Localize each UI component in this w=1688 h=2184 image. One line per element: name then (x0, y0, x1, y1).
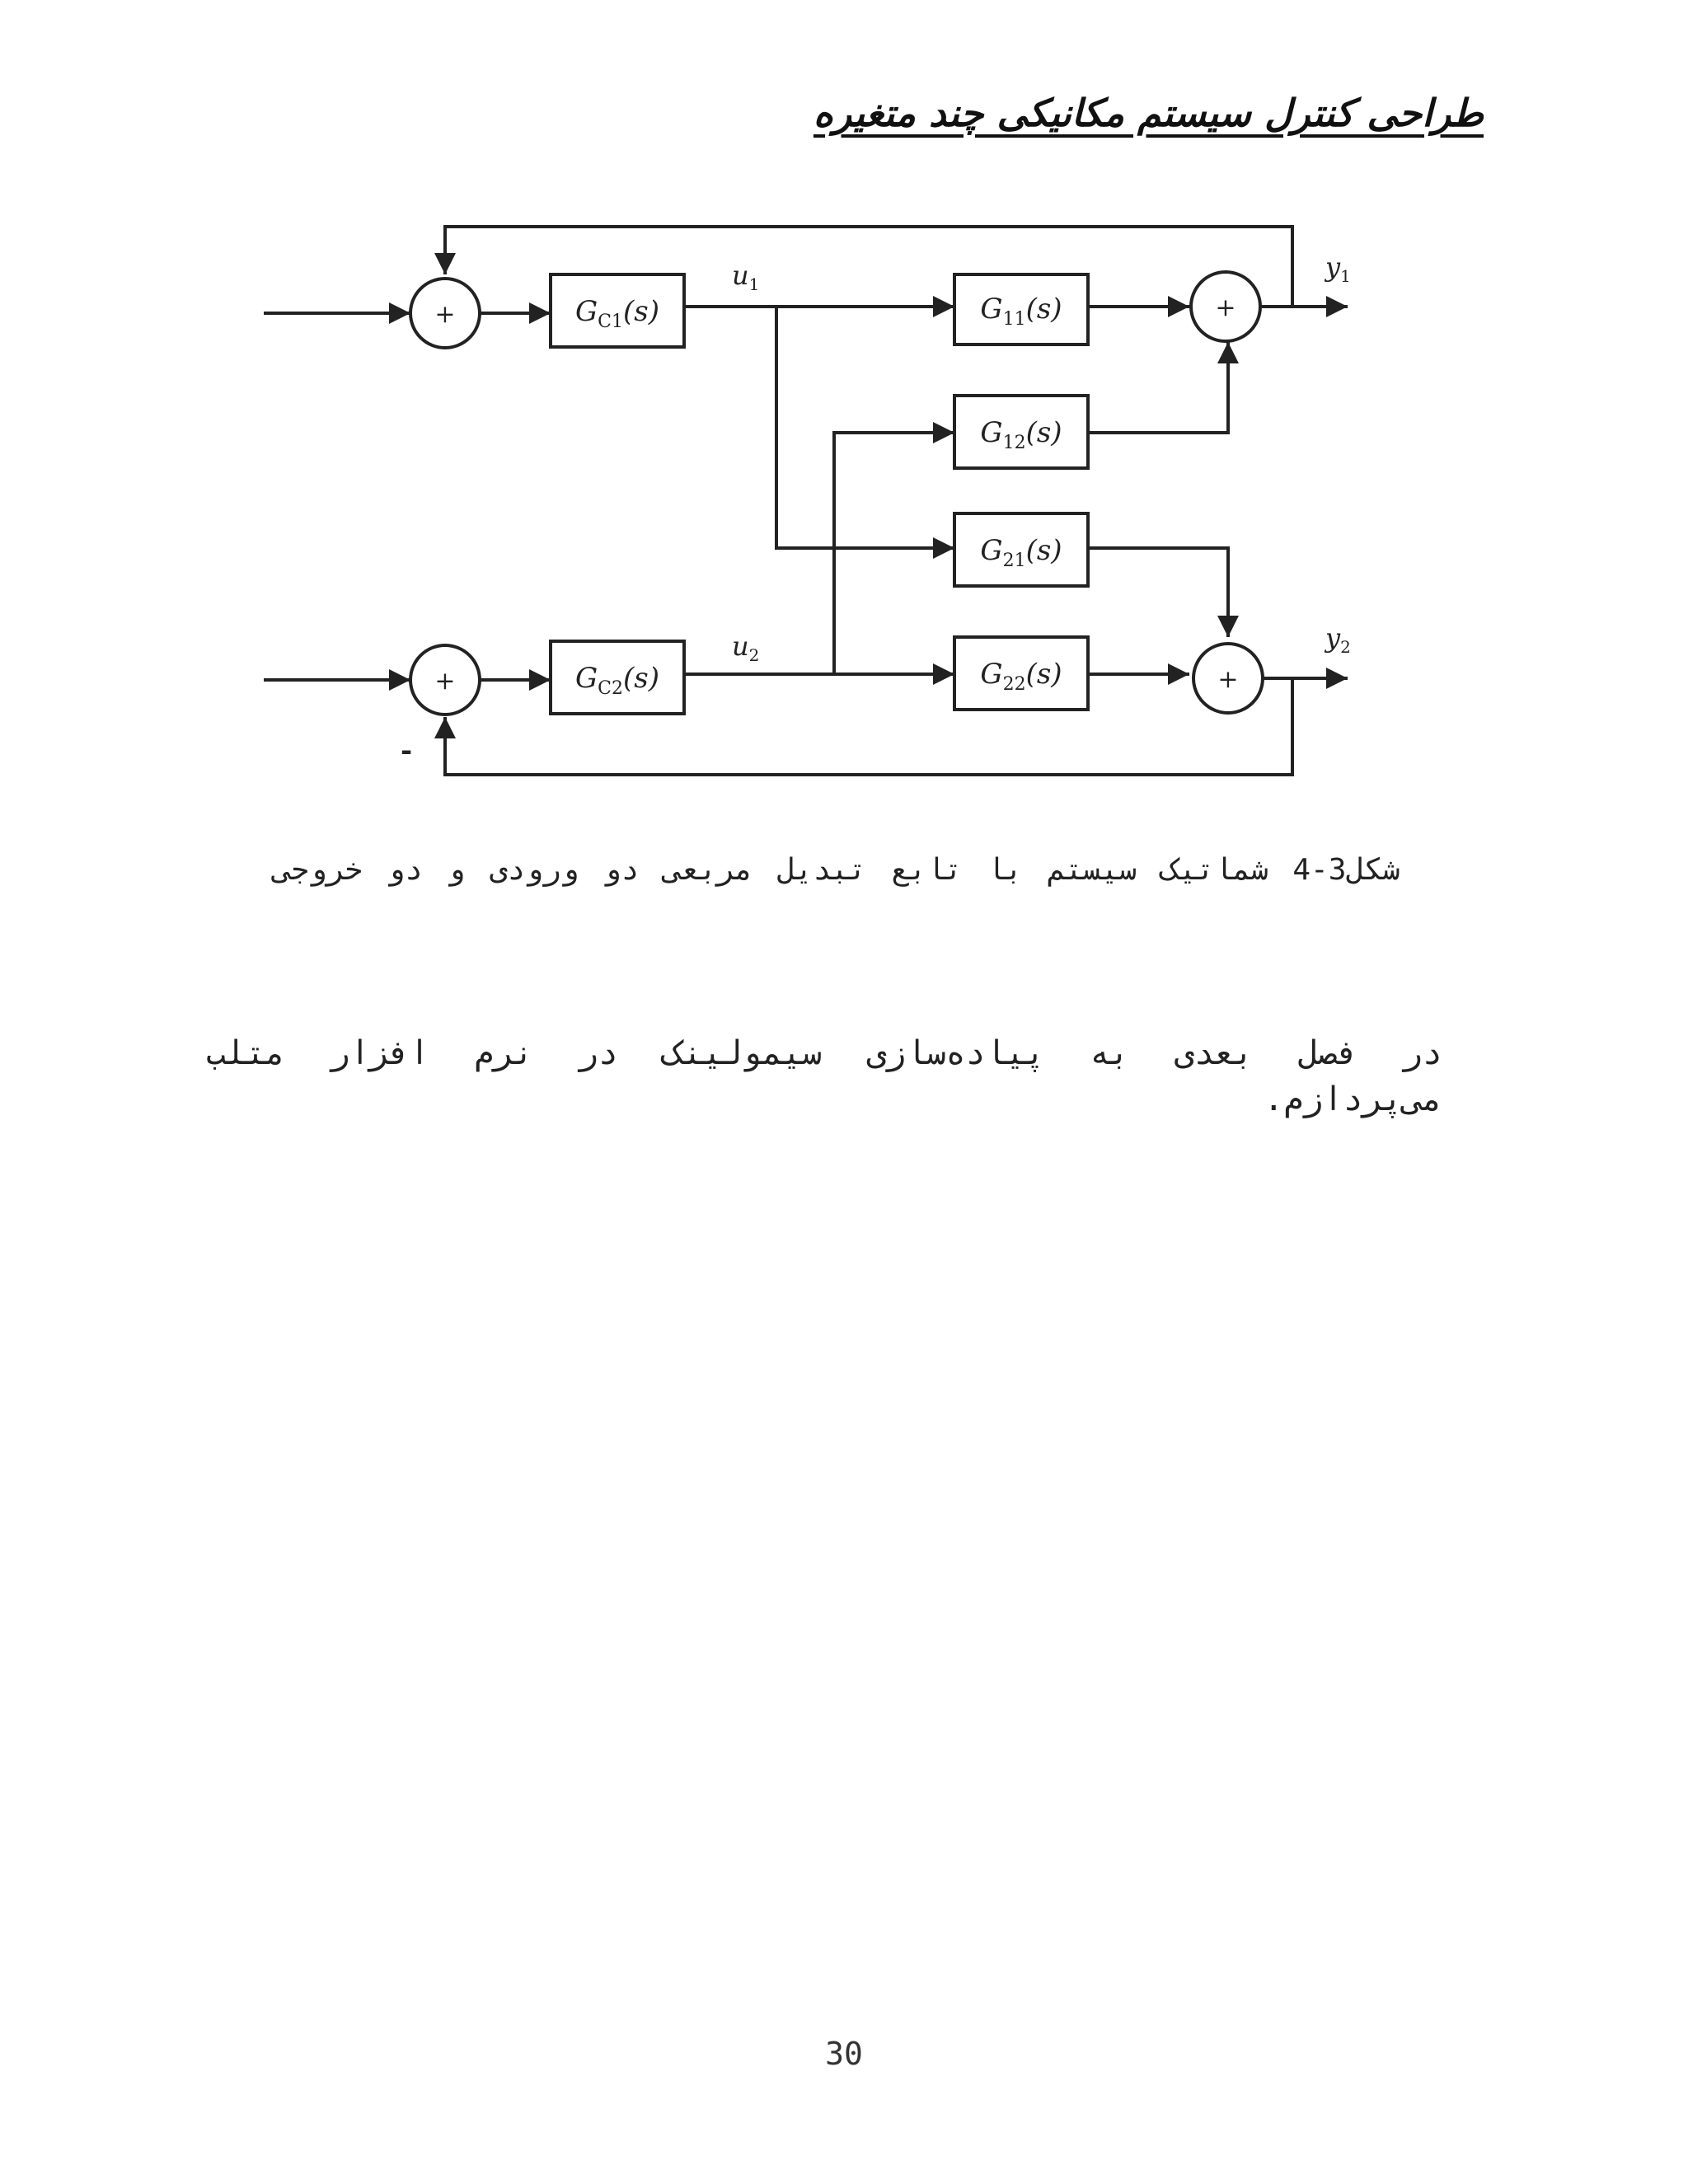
figure-caption: شکل3-4 شماتیک سیستم با تابع تبدیل مربعی دو ورودی و دو خروجی (273, 853, 1400, 887)
g21-to-sum-4-line (1088, 548, 1228, 637)
sum-1-symbol: + (434, 300, 456, 329)
block-diagram (239, 198, 1393, 791)
signal-u1-label: $u_1$ (732, 260, 760, 294)
block-g12-label: $G_{12}(s)$ (980, 416, 1062, 453)
signal-u2-label: $u_2$ (732, 630, 760, 665)
block-g21-label: $G_{21}(s)$ (980, 534, 1062, 571)
signal-y1-label: $y_1$ (1325, 251, 1351, 286)
page-header-title: طراحی کنترل سیستم مکانیکی چند متغیره (813, 91, 1484, 135)
body-paragraph: در فصل بعدی به پیاده‌سازی سیمولینک در نرم افزار متلب می‌پردازم. (206, 1034, 1442, 1118)
block-gc1 (551, 274, 684, 347)
g12-to-sum-3-line (1088, 342, 1228, 433)
block-gc2 (551, 641, 684, 714)
u2-to-g12-line (834, 433, 954, 674)
sum-3-symbol: + (1215, 293, 1236, 322)
feedback-minus-sign: - (401, 734, 413, 767)
block-g12 (954, 396, 1088, 468)
block-g21 (954, 513, 1088, 586)
block-gc2-label: $G_{C2}(s)$ (575, 662, 659, 699)
sum-4-symbol: + (1217, 665, 1239, 694)
block-g11-label: $G_{11}(s)$ (980, 293, 1062, 330)
page-number: 30 (825, 2036, 863, 2072)
block-g22 (954, 637, 1088, 710)
sum-2-symbol: + (434, 667, 456, 696)
block-gc1-label: $G_{C1}(s)$ (575, 295, 659, 332)
block-g22-label: $G_{22}(s)$ (980, 658, 1062, 695)
u1-to-g21-line (776, 307, 954, 548)
signal-y2-label: $y_2$ (1325, 622, 1351, 657)
